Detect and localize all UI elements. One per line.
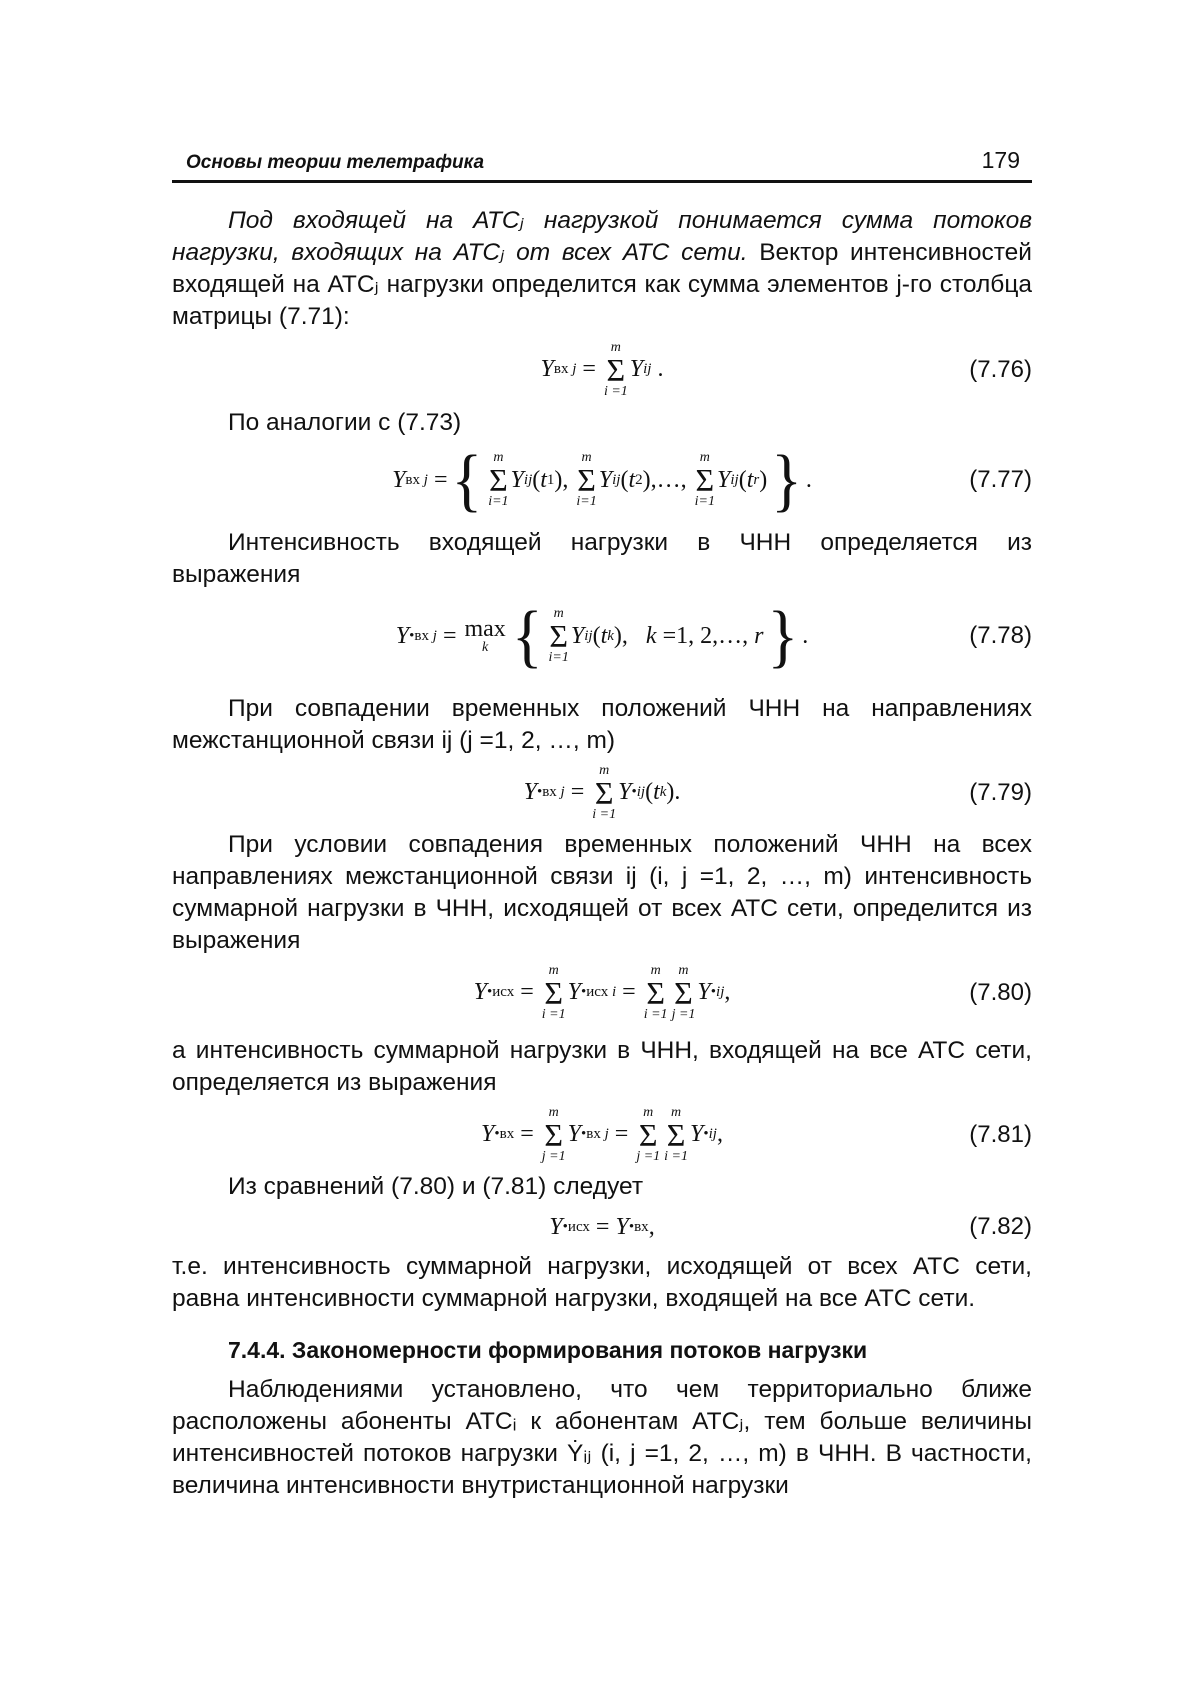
page	[172, 140, 1032, 1502]
equation-7-77	[172, 439, 1032, 521]
formula-7-77: Y вх j = { m Σ i=1 Y ij ( t 1 ), m Σ i=1 Y ij ( t 2 ),…, m Σ i=1 Y ij ( t r ) } .	[392, 440, 812, 519]
paragraph-by-analogy: По аналогии с (7.73)	[228, 409, 462, 436]
equation-7-82	[172, 1203, 1032, 1251]
equation-number: (7.78)	[969, 622, 1032, 649]
equation-number: (7.80)	[969, 979, 1032, 1006]
equation-7-76	[172, 333, 1032, 407]
formula-7-76: Y вх j = m Σ i =1 Y ij .	[540, 339, 664, 400]
formula-7-82: Y • исх = Y • вх ,	[549, 1213, 655, 1240]
running-title: Основы теории телетрафика	[186, 152, 485, 173]
running-header	[172, 140, 1032, 183]
equation-number: (7.81)	[969, 1121, 1032, 1148]
definition-italic: Под входящей на АТСⱼ нагрузкой понимается сумма потоков нагрузки, входящих на АТСⱼ от всех АТС сети.	[172, 207, 1032, 266]
formula-7-79: Y • вх j = m Σ i =1 Y • ij ( t k ).	[523, 762, 681, 823]
paragraph-total-outgoing-load: При условии совпадения временных положений ЧНН на всех направлениях межстанционной связи ij (i, j =1, 2, …, m) интенсивность суммарной нагрузки в ЧНН, исходящей от всех АТС сети, определится из выражения	[172, 831, 1032, 954]
equation-7-79	[172, 757, 1032, 829]
paragraph-coinciding-busy-hours: При совпадении временных положений ЧНН на направлениях межстанционной связи ij (j =1, 2, …, m)	[172, 695, 1032, 754]
paragraph-observations: Наблюдениями установлено, что чем территориально ближе расположены абоненты АТСᵢ к абонентам АТСⱼ, тем больше величины интенсивностей потоков нагрузки Ẏᵢⱼ (i, j =1, 2, …, m) в ЧНН. В частности, величина интенсивности внутристанционной нагрузки	[172, 1376, 1032, 1499]
paragraph-comparison: Из сравнений (7.80) и (7.81) следует	[228, 1173, 644, 1200]
equation-7-78	[172, 591, 1032, 681]
equation-number: (7.77)	[969, 466, 1032, 493]
equation-number: (7.82)	[969, 1213, 1032, 1240]
paragraph-incoming-load-definition	[172, 205, 1032, 333]
paragraph-busy-hour-intensity: Интенсивность входящей нагрузки в ЧНН определяется из выражения	[172, 529, 1032, 588]
definition-regular: Вектор интенсивностей входящей на АТСⱼ нагрузки определится как сумма элементов j-го столбца матрицы (7.71):	[172, 239, 1032, 330]
section-heading: 7.4.4. Закономерности формирования потоков нагрузки	[228, 1337, 868, 1363]
equation-7-80	[172, 957, 1032, 1029]
equation-number: (7.79)	[969, 779, 1032, 806]
paragraph-conclusion: т.е. интенсивность суммарной нагрузки, исходящей от всех АТС сети, равна интенсивности суммарной нагрузки, входящей на все АТС сети.	[172, 1253, 1032, 1312]
formula-7-80: Y • исх = m Σ i =1 Y • исх i = m Σ i =1 m Σ j =1 Y • ij ,	[473, 962, 731, 1023]
page-number: 179	[981, 147, 1020, 173]
formula-7-78: Y • вх j = max k { m Σ i=1 Y ij ( t k ), k =1, 2,…, r } .	[395, 596, 809, 675]
formula-7-81: Y • вх = m Σ j =1 Y • вх j = m Σ j =1 m Σ i =1 Y • ij ,	[481, 1104, 723, 1165]
equation-7-81	[172, 1099, 1032, 1171]
equation-number: (7.76)	[969, 356, 1032, 383]
paragraph-total-incoming-load: а интенсивность суммарной нагрузки в ЧНН, входящей на все АТС сети, определяется из выражения	[172, 1037, 1032, 1096]
